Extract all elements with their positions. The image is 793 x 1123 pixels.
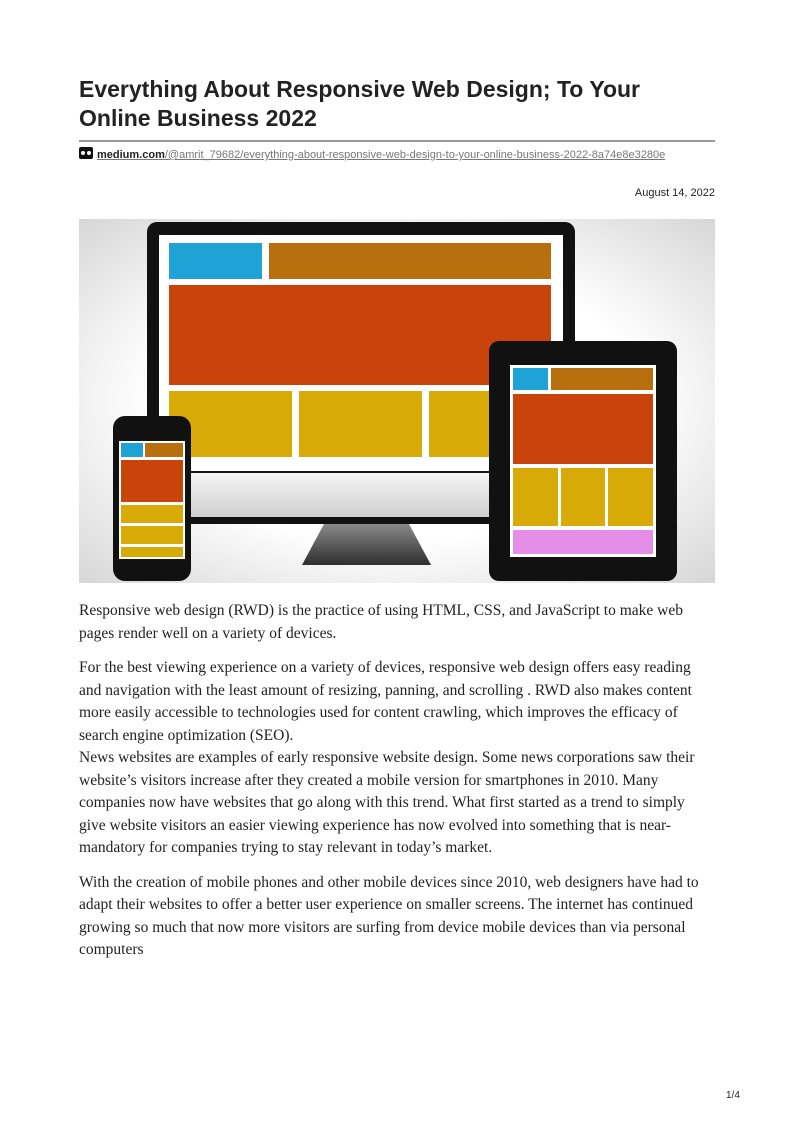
page-number: 1/4 [726,1090,740,1101]
article-body [79,600,715,974]
source-path: /@amrit_79682/everything-about-responsive-web-design-to-your-online-business-2022-8a74e8e3280e [164,149,666,161]
medium-logo-icon [79,147,93,159]
phone-block-ochre [145,443,183,457]
tablet-block-yellow-1 [513,468,558,526]
phone-block-blue [121,443,143,457]
tablet-block-blue [513,368,548,390]
paragraph-intro: Responsive web design (RWD) is the practice of using HTML, CSS, and JavaScript to make web pages render well on a variety of devices. [79,602,683,642]
paragraph-viewing-text: For the best viewing experience on a variety of devices, responsive web design offers easy reading and navigation with the least amount of resizing, panning, and scrolling . RWD also makes content more easily accessible to technologies used for content crawling, which improves the efficacy of search engine optimization (SEO). [79,659,692,744]
tablet-block-yellow-2 [561,468,605,526]
source-line [79,147,715,163]
source-domain: medium.com [97,149,165,161]
monitor-block-yellow-2 [299,391,422,457]
tablet-block-red [513,394,653,464]
monitor-block-ochre [269,243,551,279]
paragraph-mobile: With the creation of mobile phones and other mobile devices since 2010, web designers have had to adapt their websites to offer a better user experience on smaller screens. The internet has continued growing so much that now more visitors are surfing from device mobile devices than via personal computers [79,873,699,958]
phone-block-red [121,460,183,502]
publish-date: August 14, 2022 [634,187,715,199]
devices-svg [79,219,715,583]
monitor-block-blue [169,243,262,279]
article-title: Everything About Responsive Web Design; To Your Online Business 2022 [79,76,641,131]
title-divider [79,140,715,142]
responsive-devices-illustration [79,219,715,583]
phone-block-yellow-2 [121,526,183,544]
source-link[interactable] [97,149,665,161]
tablet-block-pink [513,530,653,554]
phone-block-yellow-3 [121,547,183,557]
tablet-block-yellow-3 [608,468,653,526]
paragraph-news-text: News websites are examples of early responsive website design. Some news corporations saw their website’s visitors increase after they created a mobile version for smartphones in 2010. Many companies now have websites that go along with this trend. What first started as a trend to simply give website visitors an easier viewing experience has now evolved into something that is near-mandatory for companies trying to stay relevant in today’s market. [79,749,695,856]
monitor-stand [302,524,431,565]
paragraph-viewing [79,657,715,860]
tablet-block-ochre [551,368,653,390]
phone-block-yellow-1 [121,505,183,523]
